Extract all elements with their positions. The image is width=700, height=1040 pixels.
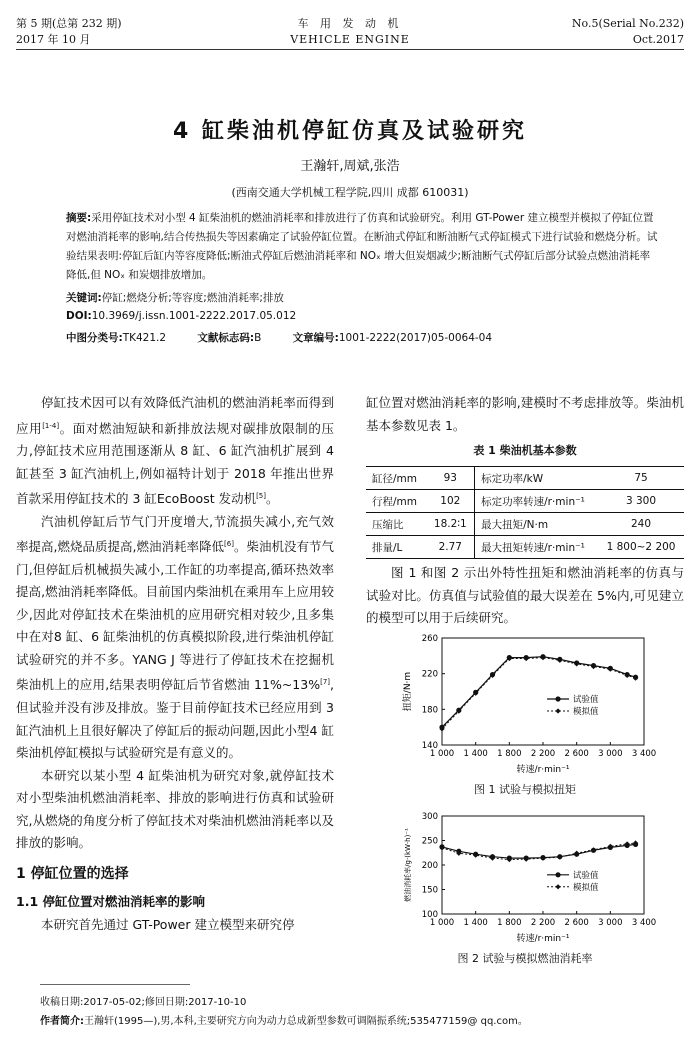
authors: 王瀚轩,周斌,张浩	[300, 159, 400, 174]
table-caption: 表 1 柴油机基本参数	[473, 444, 577, 457]
x-tick-label: 1 800	[497, 918, 522, 928]
table-cell: 标定功率转速/r·min⁻¹	[475, 490, 598, 513]
keywords	[66, 290, 284, 305]
figure-2-caption: 图 2 试验与模拟燃油消耗率	[457, 952, 593, 965]
y-tick-label: 200	[421, 861, 438, 871]
section-1-1-heading: 1.1 停缸位置对燃油消耗率的影响	[16, 894, 205, 910]
doc-code-label: 文献标志码:	[197, 332, 255, 344]
legend-label: 模拟值	[573, 882, 599, 893]
figure-2-bsfc-chart	[400, 808, 660, 944]
legend-marker	[555, 884, 560, 889]
doi-label: DOI:	[66, 310, 92, 322]
legend-marker	[555, 872, 560, 877]
y-axis-label: 燃油消耗率/g·(kW·h)⁻¹	[404, 828, 412, 902]
series-line-test	[442, 844, 636, 858]
text-run: 。面对燃油短缺和新排放法规对碳排放限制的压力,停缸技术应用范围逐渐从 8 缸、6 缸汽油机扩展到 4 缸甚至 3 缸汽油机上,例如福特计划于 2018 年推出世界首款采用停缸技术的 3 缸EcoBoost 发动机	[16, 420, 334, 507]
x-tick-label: 3 400	[631, 749, 657, 759]
clc-label: 中图分类号:	[66, 332, 123, 344]
table-cell: 240	[598, 513, 684, 536]
table-cell: 3 300	[598, 490, 684, 513]
text-run: ,但试验并没有涉及排放。鉴于目前停缸技术已经应用到 3 缸汽油机上且很好解决了停缸后的振动问题,因此小型4 缸柴油机停缸模拟与试验研究是有意义的。	[16, 677, 334, 761]
table-cell: 最大扭矩/N·m	[475, 513, 598, 536]
abstract-text: 采用停缸技术对小型 4 缸柴油机的燃油消耗率和排放进行了仿真和试验研究。利用 GT-Power 建立模型并模拟了停缸位置对燃油消耗率的影响,结合传热损失等因素确定了试验停缸位置。在断油式停缸和断油断气式停缸模式下进行试验和燃烧分析。试验结果表明:停缸后缸内等容度降低;断油式停缸后燃油消耗率和 NOₓ 增大但炭烟减少;断油断气式停缸后部分试验点燃油消耗率降低,但 NOₓ 和炭烟排放增加。	[66, 212, 658, 281]
paragraph-compare: 图 1 和图 2 示出外特性扭矩和燃油消耗率的仿真与试验对比。仿真值与试验值的最大误差在 5%内,可见建立的模型可以用于后续研究。	[366, 565, 684, 625]
abstract	[66, 209, 660, 285]
table-cell: 缸径/mm	[366, 467, 427, 490]
x-axis-label: 转速/r·min⁻¹	[516, 765, 570, 775]
table-row	[366, 513, 684, 536]
bio-text: 王瀚轩(1995—),男,本科,主要研究方向为动力总成新型参数可调隔振系统;535477159@ qq.com。	[84, 1016, 528, 1027]
table-cell: 93	[427, 467, 475, 490]
y-tick-label: 260	[421, 634, 438, 644]
doi	[66, 310, 296, 322]
header-rule	[16, 49, 684, 50]
y-axis-label: 扭矩/N·m	[403, 671, 413, 712]
table-cell: 1 800~2 200	[606, 541, 676, 553]
y-tick-label: 220	[421, 669, 438, 680]
plot-frame	[442, 638, 644, 745]
figure-1-caption: 图 1 试验与模拟扭矩	[474, 783, 576, 796]
x-tick-label: 2 600	[564, 918, 589, 928]
citation: [1-4]	[42, 421, 60, 430]
text-run: 汽油机停缸后节气门开度增大,节流损失减小,充气效率提高,燃烧品质提高,燃油消耗率降低	[16, 513, 334, 555]
footnote-rule	[40, 984, 190, 985]
section-1-heading: 1 停缸位置的选择	[16, 865, 129, 882]
table-cell: 压缩比	[366, 513, 427, 536]
paragraph-intro-2	[16, 511, 334, 765]
x-tick-label: 2 200	[530, 918, 556, 928]
series-line-test	[442, 657, 636, 728]
y-tick-label: 250	[421, 836, 438, 847]
article-no-label: 文章编号:	[292, 332, 339, 344]
y-tick-label: 300	[421, 812, 438, 822]
x-tick-label: 1 400	[463, 918, 488, 928]
header-date-cn: 2017 年 10 月	[16, 33, 91, 46]
table-cell: 行程/mm	[366, 490, 427, 513]
table-cell: 18.2∶1	[427, 513, 475, 536]
table-cell: 102	[427, 490, 475, 513]
table-cell: 标定功率/kW	[475, 467, 598, 490]
bio-label: 作者简介:	[40, 1016, 84, 1027]
legend-label: 模拟值	[573, 706, 599, 717]
paragraph-intro-3: 本研究以某小型 4 缸柴油机为研究对象,就停缸技术对小型柴油机燃油消耗率、排放的影响进行仿真和试验研究,从燃烧的角度分析了停缸技术对柴油机燃油消耗率以及排放的影响。	[16, 767, 334, 851]
footnote-bio	[40, 1012, 528, 1027]
text-run: 。柴油机没有节气门,但停缸后机械损失减小,工作缸的功率提高,循环热效率提高,燃油消耗率降低。目前国内柴油机在乘用车上应用较少,因此对停缸技术在柴油机的应用研究相对较少,且多集中在对8 缸、6 缸柴油机的仿真模拟阶段,进行柴油机停缸试验研究的并不多。YANG J 等进行了停缸技术在挖掘机柴油机上的应用,结果表明停缸后节省燃油 11%~13%	[16, 539, 334, 693]
table-cell: 2.77	[427, 536, 475, 559]
legend-label: 试验值	[573, 870, 599, 881]
x-tick-label: 1 400	[463, 749, 488, 759]
legend-marker	[555, 708, 560, 713]
abstract-label: 摘要:	[66, 212, 92, 224]
citation: [5]	[256, 492, 266, 501]
paper-title: 4 缸柴油机停缸仿真及试验研究	[173, 119, 527, 144]
article-no-value: 1001-2222(2017)05-0064-04	[338, 332, 493, 344]
legend-label: 试验值	[573, 694, 599, 705]
paragraph-1-1: 本研究首先通过 GT-Power 建立模型来研究停	[41, 916, 295, 932]
x-tick-label: 2 600	[564, 749, 589, 759]
params-table	[366, 466, 684, 559]
y-tick-label: 180	[421, 705, 438, 716]
classification	[66, 330, 492, 345]
table-row	[366, 490, 684, 513]
doi-text: 10.3969/j.issn.1001-2222.2017.05.012	[91, 310, 297, 322]
table-cell: 75	[598, 467, 684, 490]
header-issue-en: No.5(Serial No.232)	[571, 17, 684, 30]
y-tick-label: 150	[421, 885, 438, 896]
series-line-sim	[442, 843, 636, 860]
table-cell: 排量/L	[372, 541, 403, 554]
affiliation: (西南交通大学机械工程学院,四川 成都 610031)	[231, 186, 469, 199]
x-tick-label: 3 400	[631, 918, 657, 928]
plot-frame	[442, 816, 644, 914]
x-axis-label: 转速/r·min⁻¹	[516, 934, 570, 944]
figure-1-torque-chart	[400, 630, 660, 775]
legend-marker	[555, 696, 560, 701]
x-tick-label: 2 200	[530, 749, 556, 759]
citation: [6]	[224, 540, 234, 549]
clc-value: TK421.2	[122, 332, 167, 344]
doc-code-value: B	[254, 332, 262, 344]
x-tick-label: 3 000	[598, 918, 623, 928]
header-date-en: Oct.2017	[632, 33, 684, 46]
right-column-text-2	[366, 562, 684, 630]
left-column	[16, 392, 334, 936]
text-run: 停缸技术因可以有效降低汽油机的燃油消耗率而得到应用	[16, 395, 334, 436]
paragraph-intro-1	[16, 392, 334, 511]
keywords-label: 关键词:	[66, 292, 102, 304]
header-issue: 第 5 期(总第 232 期)	[16, 17, 122, 30]
right-column-text	[366, 392, 684, 437]
paragraph-model: 缸位置对燃油消耗率的影响,建模时不考虑排放等。柴油机基本参数见表 1。	[366, 395, 684, 433]
table-row	[366, 467, 684, 490]
x-tick-label: 1 800	[497, 749, 522, 759]
series-line-sim	[442, 658, 636, 729]
x-tick-label: 3 000	[598, 749, 623, 759]
table-row	[366, 536, 684, 559]
y-tick-label: 100	[421, 910, 438, 920]
params-table-wrap	[366, 466, 684, 559]
footnote-received: 收稿日期:2017-05-02;修回日期:2017-10-10	[40, 997, 247, 1008]
header-journal-en: VEHICLE ENGINE	[290, 33, 410, 46]
keywords-text: 停缸;燃烧分析;等容度;燃油消耗率;排放	[101, 292, 284, 304]
y-tick-label: 140	[421, 741, 438, 751]
text-run: 。	[266, 491, 279, 507]
table-cell: 最大扭矩转速/r·min⁻¹	[481, 541, 585, 554]
x-tick-label: 1 000	[429, 918, 455, 928]
x-tick-label: 1 000	[429, 749, 455, 759]
citation: [7]	[320, 678, 331, 687]
header-journal-cn: 车 用 发 动 机	[297, 17, 403, 30]
